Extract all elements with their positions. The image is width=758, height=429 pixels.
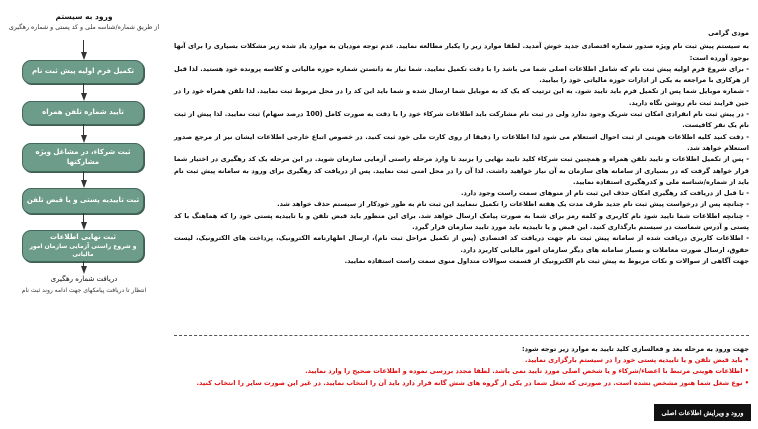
flow-arrow-icon xyxy=(81,135,87,143)
flow-arrow-icon xyxy=(81,52,87,60)
flow-step-label: ثبت تاییدیه پستی و یا قبض تلفن xyxy=(26,196,140,205)
flow-arrow-icon xyxy=(81,222,87,230)
instruction-paragraph: - برای شروع فرم اولیه پیش ثبت نام که شامل اطلاعات اصلی شما می باشد را با دقت تکمیل نمایید. شما نیاز به دانستن شماره حوزه مالیاتی و کلاسه پرونده خود هستید. لذا قبل از هرکاری با مراجعه به یکی از ادارات حوزه مالیاتی خود را بیابید. xyxy=(174,64,749,85)
instructions-panel xyxy=(174,28,749,267)
instruction-paragraph: به سیستم پیش ثبت نام ویژه صدور شماره اقتصادی جدید خوش آمدید. لطفا موارد زیر را یکبار مطالعه نمایید. عدم توجه مودیان به موارد یاد شده زیر مشکلات بسیاری را برای آنها بوجود آورده است: xyxy=(174,42,749,62)
instruction-paragraph: - اطلاعات کاربری دریافت شده از سامانه پیش ثبت نام جهت دریافت کد اقتصادی (پس از تکمیل مراحل ثبت نام)، ارسال اظهارنامه الکترونیک، پرداخت های الکترونیک، لیست حقوق، ارسال صورت معاملات و بسیار سامانه های دیگر سازمان امور مالیاتی کاربرد دارد. xyxy=(174,234,749,254)
instruction-paragraph: - چنانچه پس از درخواست پیش ثبت نام جدید طرف مدت یک هفته اطلاعات را تکمیل ننمایید این ثبت نام به طور خودکار از سیستم حذف خواهد شد. xyxy=(277,200,749,209)
flow-step-final-submit xyxy=(22,230,144,262)
flow-step-initial-form xyxy=(22,60,144,84)
instruction-paragraph: - چنانچه اطلاعات شما تایید شود نام کاربری و کلمه رمز برای شما به صورت پیامک ارسال خواهد شد. برای این منظور باید قبض تلفن و یا تاییدیه پستی خود را که هماهنگ با کد پستی و آدرس شماست در سیستم بارگذاری کنید. این قبض و یا تاییدیه باید مورد تایید سازمان قرار گیرد. xyxy=(174,211,749,232)
instruction-paragraph: - تا قبل از دریافت کد رهگیری امکان حذف این ثبت نام از منوهای سمت راست وجود دارد. xyxy=(460,189,749,198)
instruction-paragraph: جهت آگاهی از سوالات و نکات مربوط به پیش ثبت نام الکترونیک از قسمت سوالات متداول منوی سمت راست استفاده نمایید. xyxy=(344,256,749,265)
instruction-paragraph: - دقت کنید کلیه اطلاعات هویتی از ثبت احوال استعلام می شود لذا اطلاعات را دقیقا از روی کارت ملی خود ثبت کنید. در خصوص اتباع خارجی اطلاعات ایشان نیز از مرجع صدور استعلام خواهد شد. xyxy=(174,132,749,152)
flow-step-partners xyxy=(22,143,144,172)
flow-final-desc: انتظار تا دریافت پیامکهای جهت ادامه روند ثبت نام xyxy=(21,287,147,294)
flow-subheading: از طریق شماره/شناسه ملی و کد پستی و شماره رهگیری xyxy=(8,24,160,31)
registration-flow xyxy=(4,2,164,302)
flow-step-postal-phone xyxy=(22,188,144,214)
flow-step-label: تکمیل فرم اولیه پیش ثبت نام xyxy=(32,67,134,76)
alert-item: • باید قبض تلفن و یا تاییدیه پستی خود را در سیستم بارگزاری نمایید. xyxy=(174,355,749,366)
flow-step-verify-mobile xyxy=(22,101,144,125)
flow-arrow-icon xyxy=(81,180,87,188)
flow-heading: ورود به سیستم xyxy=(55,12,113,21)
login-edit-info-button[interactable]: ورود و ویرایش اطلاعات اصلی xyxy=(654,404,751,421)
flow-step-label: ثبت نهایی اطلاعات xyxy=(49,233,117,242)
flow-arrow-icon xyxy=(81,93,87,101)
flow-step-label: تایید شماره تلفن همراه xyxy=(42,108,124,117)
instruction-paragraph: - در پیش ثبت نام انفرادی امکان ثبت شریک وجود ندارد ولی در ثبت نام مشارکت باید اطلاعات شرکاء خود را با دقت به صورت کامل (100 درصد سهام) ثبت نمایید. لذا پیش از ثبت نام یک نفر کافیست. xyxy=(174,110,749,130)
flow-step-label: ثبت شرکاء، در مشاغل ویژه مشارکتها xyxy=(35,148,131,166)
validation-alerts xyxy=(174,344,749,389)
flow-step-sublabel: و شروع راستی آزمایی سازمان امور مالیاتی xyxy=(29,242,137,258)
greeting: مودی گرامی xyxy=(708,29,749,37)
flow-arrow-icon xyxy=(81,266,87,274)
instruction-paragraph: - پس از تکمیل اطلاعات و تایید تلفن همراه و همچنین ثبت شرکاء کلید تایید نهایی را بزنید تا وارد مرحله راستی آزمایی سازمان شوید. در این مرحله یک کد رهگیری در اختیار شما قرار خواهد گرفت که در بسیاری از سامانه های سازمان به آن نیاز خواهید داشت. لذا آن را در محل امنی ثبت نمایید. پس از دریافت کد رهگیری برای ورود به سامانه پیش ثبت نام باید از شماره/شناسه ملی و کدرهگیری استفاده نمایید. xyxy=(174,155,749,186)
instruction-paragraph: - شماره موبایل شما پس از تکمیل فرم باید تایید شود. به این ترتیب که یک کد به موبایل شما ارسال شده و شما باید این کد را در محل مربوط ثبت نمایید. لذا تلفن همراه خود را در حین فرایند ثبت نام روشن نگاه دارید. xyxy=(174,87,749,107)
section-divider xyxy=(174,335,749,336)
alert-item: • اطلاعات هویتی مرتبط با اعضاء/شرکاء و یا شخص اصلی مورد تایید نمی باشد. لطفا مجدد بررسی نموده و اطلاعات صحیح را وارد نمایید. xyxy=(174,366,749,377)
flow-final-title: دریافت شماره رهگیری xyxy=(50,275,118,283)
alerts-lead: جهت ورود به مرحله بعد و فعالسازی کلید تایید به موارد زیر توجه شود: xyxy=(522,345,749,353)
alert-item: • نوع شغل شما هنوز مشخص نشده است. در صورتی که شغل شما در یکی از گروه های شش گانه قرار دارد باید آن را انتخاب نمایید. در غیر این صورت سایر را انتخاب کنید. xyxy=(174,378,749,389)
